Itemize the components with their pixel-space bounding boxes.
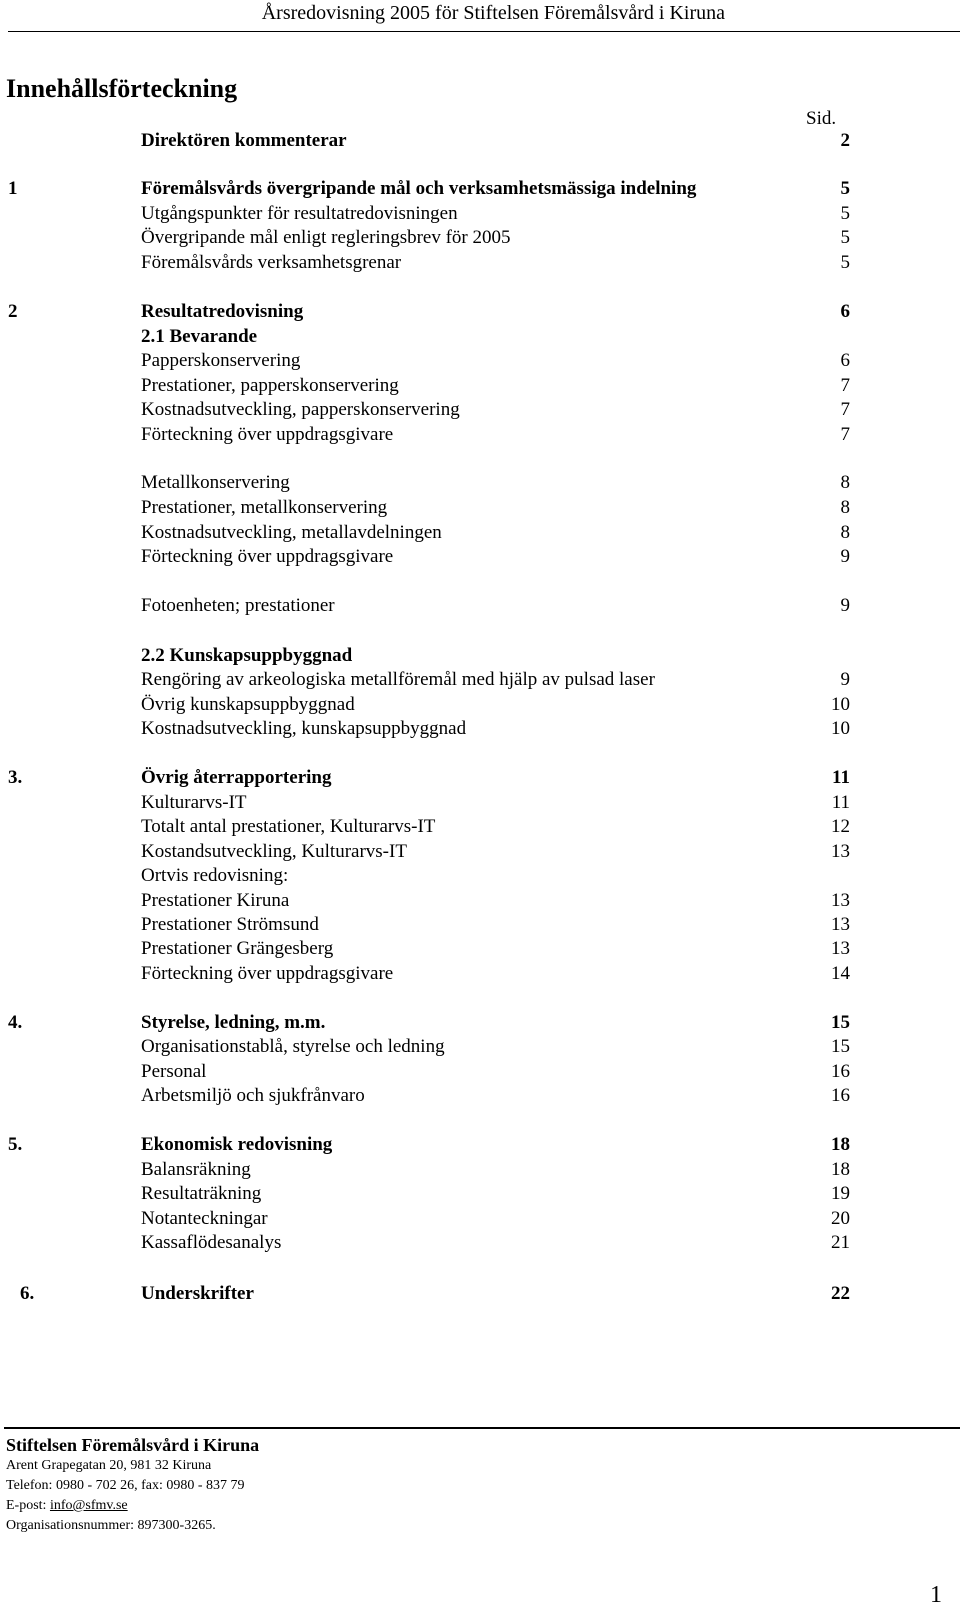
running-header xyxy=(0,0,960,36)
toc-entry xyxy=(0,201,960,227)
toc-entry-page: 18 xyxy=(831,1159,850,1180)
toc-entry xyxy=(0,1206,960,1232)
toc-entry-text: Kostnadsutveckling, kunskapsuppbyggnad xyxy=(141,718,467,739)
toc-entry xyxy=(0,814,960,840)
toc-entry-page: 10 xyxy=(831,694,850,715)
page-column-label: Sid. xyxy=(806,108,837,129)
toc-entry-number: 5. xyxy=(8,1134,23,1155)
footer-phone: Telefon: 0980 - 702 26, fax: 0980 - 837 79 xyxy=(6,1478,245,1493)
toc-entry-page: 9 xyxy=(840,546,850,567)
toc-entry-page: 13 xyxy=(831,841,850,862)
toc-entry-page: 9 xyxy=(840,669,850,690)
toc-entry xyxy=(0,373,960,399)
toc-entry-text: Underskrifter xyxy=(141,1283,254,1304)
toc-entry-text: Balansräkning xyxy=(141,1159,251,1180)
toc-entry-text: Övrig återrapportering xyxy=(141,767,332,788)
toc-entry xyxy=(0,1059,960,1085)
toc-entry-text: Prestationer Strömsund xyxy=(141,914,319,935)
footer-org-number: Organisationsnummer: 897300-3265. xyxy=(6,1518,216,1533)
toc-entry xyxy=(0,299,960,325)
toc-entry-page: 7 xyxy=(840,399,850,420)
toc-entry-text: Personal xyxy=(141,1061,207,1082)
toc-entry xyxy=(0,1230,960,1256)
toc-entry-text: Notanteckningar xyxy=(141,1208,268,1229)
toc-entry-page: 15 xyxy=(831,1036,850,1057)
footer xyxy=(6,1434,259,1536)
toc-entry xyxy=(0,348,960,374)
toc-entry-page: 12 xyxy=(831,816,850,837)
toc-entry xyxy=(0,716,960,742)
toc-entry xyxy=(0,863,960,889)
toc-entry-text: Övergripande mål enligt regleringsbrev för 2005 xyxy=(141,227,511,248)
footer-email-label: E-post: xyxy=(6,1498,50,1513)
toc-entry-text: Styrelse, ledning, m.m. xyxy=(141,1012,326,1033)
toc-entry xyxy=(0,128,960,154)
toc-entry-page: 8 xyxy=(840,472,850,493)
toc-entry-text: Rengöring av arkeologiska metallföremål med hjälp av pulsad laser xyxy=(141,669,655,690)
toc-entry-text: Resultaträkning xyxy=(141,1183,262,1204)
toc-entry-number: 1 xyxy=(8,178,18,199)
toc-entry-text: Förteckning över uppdragsgivare xyxy=(141,546,394,567)
toc-entry xyxy=(0,1181,960,1207)
footer-email-link[interactable]: info@sfmv.se xyxy=(49,1498,128,1513)
toc-entry xyxy=(0,667,960,693)
toc-entry-number: 4. xyxy=(8,1012,23,1033)
toc-entry-page: 5 xyxy=(840,227,850,248)
toc-entry xyxy=(0,961,960,987)
toc-entry xyxy=(0,397,960,423)
toc-entry-text: Ortvis redovisning: xyxy=(141,865,289,886)
footer-email-line xyxy=(6,1496,259,1516)
toc-entry-text: Utgångspunkter för resultatredovisningen xyxy=(141,203,458,224)
footer-org-name: Stiftelsen Föremålsvård i Kiruna xyxy=(6,1435,260,1455)
toc-entry xyxy=(0,692,960,718)
toc-entry xyxy=(0,495,960,521)
toc-entry-page: 10 xyxy=(831,718,850,739)
toc-entry-text: Kassaflödesanalys xyxy=(141,1232,282,1253)
toc-entry-text: Direktören kommenterar xyxy=(141,130,347,151)
toc-entry-page: 13 xyxy=(831,890,850,911)
toc-entry-page: 7 xyxy=(840,424,850,445)
toc-entry-number: 2 xyxy=(8,301,18,322)
toc-entry-page: 7 xyxy=(840,375,850,396)
toc-entry-page: 16 xyxy=(831,1061,850,1082)
toc-entry-page: 8 xyxy=(840,497,850,518)
toc-entry-page: 11 xyxy=(831,792,850,813)
toc-entry xyxy=(0,1034,960,1060)
toc-entry-page: 15 xyxy=(831,1012,850,1033)
toc-entry xyxy=(0,1157,960,1183)
toc-entry-page: 21 xyxy=(831,1232,850,1253)
toc-entry xyxy=(0,1010,960,1036)
toc-entry xyxy=(0,1132,960,1158)
toc-entry-text: Fotoenheten; prestationer xyxy=(141,595,335,616)
toc-entry-text: Prestationer Kiruna xyxy=(141,890,290,911)
toc-entry xyxy=(0,839,960,865)
toc-entry-text: Kostandsutveckling, Kulturarvs-IT xyxy=(141,841,407,862)
toc-entry xyxy=(0,912,960,938)
toc-entry-page: 5 xyxy=(840,178,850,199)
toc-entry-page: 22 xyxy=(831,1283,850,1304)
header-title: Årsredovisning 2005 för Stiftelsen Föremålsvård i Kiruna xyxy=(261,2,725,24)
toc-entry-page: 11 xyxy=(832,767,850,788)
toc-entry-text: Resultatredovisning xyxy=(141,301,304,322)
toc-entry-page: 13 xyxy=(831,914,850,935)
toc-entry xyxy=(0,470,960,496)
toc-entry-page: 18 xyxy=(831,1134,850,1155)
toc-entry xyxy=(0,936,960,962)
toc-entry xyxy=(0,888,960,914)
toc-entry xyxy=(0,176,960,202)
toc-entry xyxy=(0,1281,960,1307)
toc-entry-page: 2 xyxy=(840,130,850,151)
toc-entry-text: Papperskonservering xyxy=(141,350,301,371)
toc-entry-page: 6 xyxy=(840,301,850,322)
page-number: 1 xyxy=(930,1582,942,1608)
toc-entry-page: 16 xyxy=(831,1085,850,1106)
toc-entry-page: 6 xyxy=(840,350,850,371)
toc-entry-number: 3. xyxy=(8,767,23,788)
toc-entry-text: Arbetsmiljö och sjukfrånvaro xyxy=(141,1085,365,1106)
footer-address: Arent Grapegatan 20, 981 32 Kiruna xyxy=(6,1458,212,1473)
toc-entry-text: 2.1 Bevarande xyxy=(141,326,258,347)
toc-entry xyxy=(0,225,960,251)
toc-entry-text: Förteckning över uppdragsgivare xyxy=(141,963,394,984)
toc-entry-page: 19 xyxy=(831,1183,850,1204)
toc-entry-text: Föremålsvårds verksamhetsgrenar xyxy=(141,252,402,273)
toc-entry-number: 6. xyxy=(20,1283,35,1304)
toc-entry xyxy=(0,250,960,276)
toc-entry-text: Totalt antal prestationer, Kulturarvs-IT xyxy=(141,816,436,837)
toc-entry-page: 20 xyxy=(831,1208,850,1229)
toc-entry xyxy=(0,520,960,546)
toc-entry-page: 9 xyxy=(840,595,850,616)
toc-entry-text: Organisationstablå, styrelse och ledning xyxy=(141,1036,445,1057)
toc-entry xyxy=(0,765,960,791)
toc-entry xyxy=(0,544,960,570)
toc-entry-text: Kostnadsutveckling, papperskonservering xyxy=(141,399,460,420)
toc-entry-text: Kostnadsutveckling, metallavdelningen xyxy=(141,522,442,543)
toc-entry-text: Prestationer, papperskonservering xyxy=(141,375,399,396)
toc-entry-page: 5 xyxy=(840,252,850,273)
toc-entry xyxy=(0,593,960,619)
toc-entry-text: Metallkonservering xyxy=(141,472,290,493)
footer-rule xyxy=(4,1427,960,1429)
toc-entry-text: Prestationer Grängesberg xyxy=(141,938,334,959)
toc-entry-page: 5 xyxy=(840,203,850,224)
toc-entry-text: Kulturarvs-IT xyxy=(141,792,247,813)
toc-entry-page: 8 xyxy=(840,522,850,543)
toc-entry xyxy=(0,643,960,669)
toc-entry-text: 2.2 Kunskapsuppbyggnad xyxy=(141,645,353,666)
toc-entry-text: Förteckning över uppdragsgivare xyxy=(141,424,394,445)
toc-entry-page: 13 xyxy=(831,938,850,959)
toc-entry xyxy=(0,1083,960,1109)
toc-entry-text: Övrig kunskapsuppbyggnad xyxy=(141,694,355,715)
toc-entry-text: Ekonomisk redovisning xyxy=(141,1134,333,1155)
toc-entry-page: 14 xyxy=(831,963,850,984)
header-rule xyxy=(8,31,960,32)
toc-entry-text: Prestationer, metallkonservering xyxy=(141,497,388,518)
toc-entry xyxy=(0,422,960,448)
toc-entry xyxy=(0,790,960,816)
toc-title: Innehållsförteckning xyxy=(6,74,238,103)
toc-entry xyxy=(0,324,960,350)
toc-entry-text: Föremålsvårds övergripande mål och verksamhetsmässiga indelning xyxy=(141,178,697,199)
